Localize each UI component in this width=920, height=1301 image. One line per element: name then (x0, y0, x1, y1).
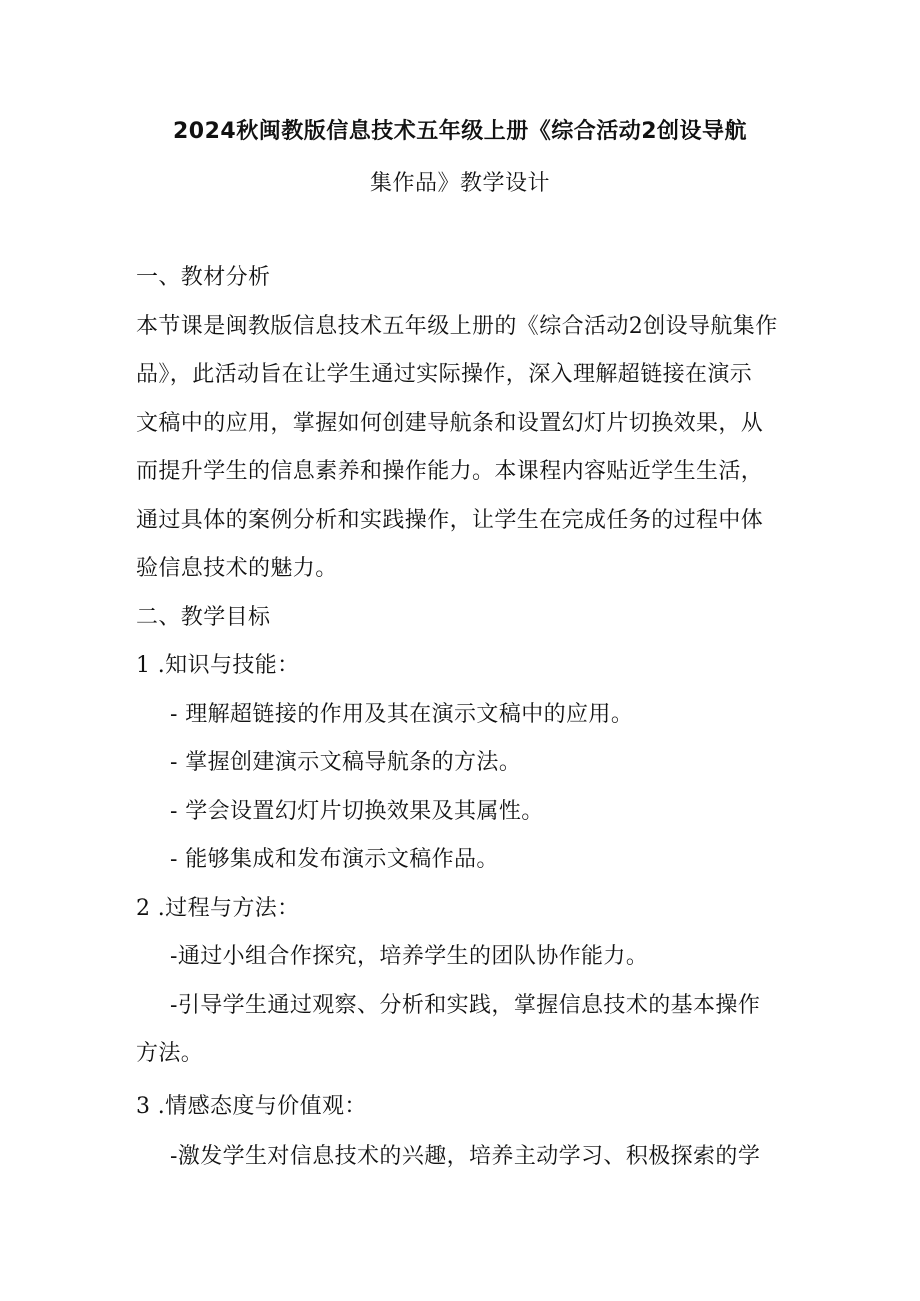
goal-list-item: -引导学生通过观察、分析和实践，掌握信息技术的基本操作 (170, 993, 761, 1018)
goal-list-item: - 学会设置幻灯片切换效果及其属性。 (170, 799, 544, 824)
document-title-line-2: 集作品》教学设计 (369, 171, 550, 196)
analysis-paragraph-line: 通过具体的案例分析和实践操作，让学生在完成任务的过程中体 (136, 508, 764, 533)
goal-list-item: -激发学生对信息技术的兴趣，培养主动学习、积极探索的学 (170, 1144, 761, 1169)
analysis-paragraph-line: 文稿中的应用，掌握如何创建导航条和设置幻灯片切换效果，从 (136, 411, 764, 436)
goal-heading-process: 2 .过程与方法： (136, 896, 300, 921)
analysis-paragraph-line: 本节课是闽教版信息技术五年级上册的《综合活动2创设导航集作 (136, 314, 778, 339)
goal-heading-knowledge: 1 .知识与技能： (136, 653, 300, 678)
section-heading-goals: 二、教学目标 (136, 605, 271, 630)
goal-list-item-continuation: 方法。 (136, 1041, 204, 1066)
goal-list-item: -通过小组合作探究，培养学生的团队协作能力。 (170, 944, 649, 969)
analysis-paragraph-line: 而提升学生的信息素养和操作能力。本课程内容贴近学生生活， (136, 459, 764, 484)
analysis-paragraph-line: 验信息技术的魅力。 (136, 556, 338, 581)
goal-list-item: - 能够集成和发布演示文稿作品。 (170, 847, 499, 872)
analysis-paragraph-line: 品》，此活动旨在让学生通过实际操作，深入理解超链接在演示 (136, 362, 753, 387)
goal-list-item: - 掌握创建演示文稿导航条的方法。 (170, 750, 522, 775)
document-title-line-1: 2024秋闽教版信息技术五年级上册《综合活动2创设导航 (172, 119, 748, 144)
goal-heading-attitude: 3 .情感态度与价值观： (136, 1094, 367, 1119)
section-heading-analysis: 一、教材分析 (136, 265, 271, 290)
goal-list-item: - 理解超链接的作用及其在演示文稿中的应用。 (170, 702, 634, 727)
